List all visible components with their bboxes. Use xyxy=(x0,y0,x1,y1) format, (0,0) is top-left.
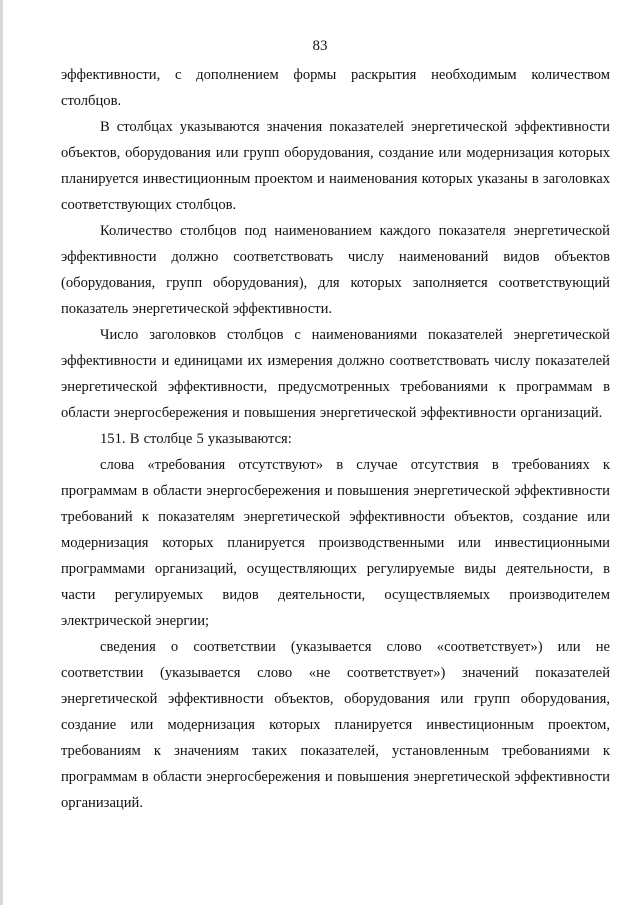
document-body xyxy=(61,62,610,816)
page-number: 83 xyxy=(312,38,328,54)
paragraph-requirements-absent: слова «требования отсутствуют» в случае отсутствия в требованиях к программам в области энергосбережения и повышения энергетической эффективности требований к показателям энергетической эффективности объектов, создание или модернизация которых планируется производственными или инвестиционными программами организаций, осуществляющих регулируемые виды деятельности, в части регулируемых видов деятельности, осуществляемых производителем электрической энергии; xyxy=(61,457,610,629)
paragraph-item-151: 151. В столбце 5 указываются: xyxy=(100,431,292,447)
paragraph-continuation: эффективности, с дополнением формы раскрытия необходимым количеством столбцов. xyxy=(61,67,610,109)
paragraph-columns-count: Количество столбцов под наименованием каждого показателя энергетической эффективности должно соответствовать числу наименований видов объектов (оборудования, групп оборудования), для которых заполняется соответствующий показатель энергетической эффективности. xyxy=(61,223,610,317)
scan-left-edge xyxy=(0,0,3,905)
paragraph-columns-values: В столбцах указываются значения показателей энергетической эффективности объектов, оборудования или групп оборудования, создание или модернизация которых планируется инвестиционным проектом и наименования которых указаны в заголовках соответствующих столбцов. xyxy=(61,119,610,213)
paragraph-compliance-info: сведения о соответствии (указывается слово «соответствует») или не соответствии (указывается слово «не соответствует») значений показателей энергетической эффективности объектов, оборудования или групп оборудования, создание или модернизация которых планируется инвестиционным проектом, требованиям к значениям таких показателей, установленным требованиями к программам в области энергосбережения и повышения энергетической эффективности организаций. xyxy=(61,639,610,811)
paragraph-column-headers: Число заголовков столбцов с наименованиями показателей энергетической эффективности и единицами их измерения должно соответствовать числу показателей энергетической эффективности, предусмотренных требованиями к программам в области энергосбережения и повышения энергетической эффективности организаций. xyxy=(61,327,610,421)
